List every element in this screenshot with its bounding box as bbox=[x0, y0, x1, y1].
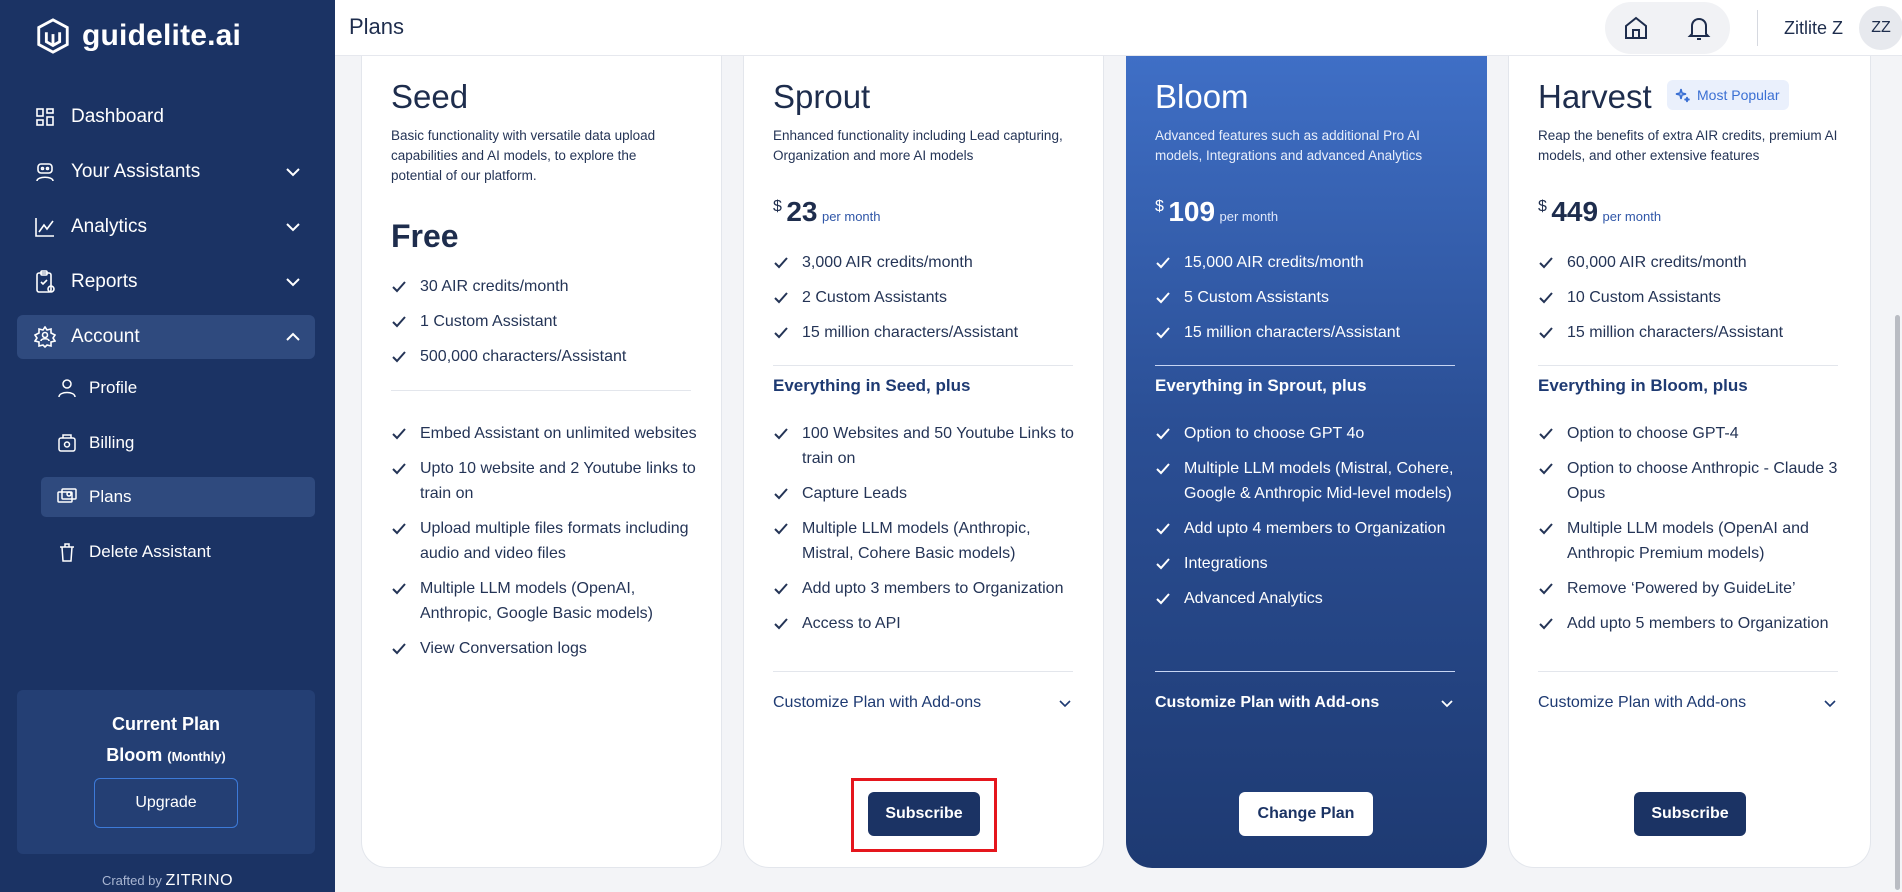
feature-item bbox=[1538, 320, 1848, 345]
feature-text: Capture Leads bbox=[802, 485, 907, 502]
feature-item bbox=[1538, 250, 1848, 275]
plan-card-sprout bbox=[743, 56, 1104, 868]
check-icon bbox=[773, 285, 802, 310]
plus-heading: Everything in Bloom, plus bbox=[1538, 376, 1748, 395]
chevron-down-icon bbox=[283, 272, 303, 292]
feature-item bbox=[1538, 516, 1848, 566]
base-features bbox=[773, 250, 1083, 355]
check-icon bbox=[773, 576, 802, 601]
subscribe-button[interactable]: Subscribe bbox=[1634, 792, 1746, 836]
check-icon bbox=[391, 309, 420, 334]
report-icon bbox=[33, 270, 57, 294]
feature-item bbox=[1155, 421, 1465, 446]
check-icon bbox=[773, 421, 802, 446]
sidebar-item-label: Plans bbox=[89, 487, 132, 506]
logo[interactable] bbox=[34, 16, 241, 56]
feature-item bbox=[391, 309, 701, 334]
feature-text: Remove ‘Powered by GuideLite’ bbox=[1567, 580, 1796, 597]
feature-item bbox=[773, 611, 1083, 636]
feature-text: Option to choose GPT 4o bbox=[1184, 425, 1365, 442]
feature-item bbox=[773, 516, 1083, 566]
sidebar-item-plans[interactable] bbox=[41, 477, 315, 517]
sidebar-item-your-assistants[interactable] bbox=[17, 150, 315, 194]
crafted-by bbox=[0, 872, 335, 890]
chevron-down-icon bbox=[1439, 695, 1455, 711]
sidebar-item-account[interactable] bbox=[17, 315, 315, 359]
feature-text: Add upto 5 members to Organization bbox=[1567, 615, 1829, 632]
price-currency: $ bbox=[1155, 198, 1164, 215]
check-icon bbox=[391, 576, 420, 601]
check-icon bbox=[773, 250, 802, 275]
scrollbar[interactable] bbox=[1895, 315, 1900, 890]
price-period: per month bbox=[1602, 209, 1662, 224]
check-icon bbox=[1538, 285, 1567, 310]
feature-text: 30 AIR credits/month bbox=[420, 278, 569, 295]
sidebar-item-label: Dashboard bbox=[71, 106, 164, 127]
current-plan-value: Bloom bbox=[106, 745, 163, 765]
divider bbox=[1155, 365, 1455, 366]
sparkle-icon bbox=[1675, 87, 1691, 103]
addons-toggle[interactable] bbox=[1538, 694, 1838, 712]
feature-item bbox=[1155, 320, 1465, 345]
profile-icon bbox=[57, 378, 77, 398]
price-amount: 23 bbox=[786, 196, 818, 227]
avatar[interactable]: ZZ bbox=[1859, 6, 1902, 50]
check-icon bbox=[1155, 586, 1184, 611]
extra-features bbox=[391, 421, 701, 671]
check-icon bbox=[1155, 551, 1184, 576]
dashboard-icon bbox=[33, 105, 57, 129]
current-plan-title: Current Plan bbox=[111, 714, 221, 734]
check-icon bbox=[1538, 320, 1567, 345]
crafted-by-brand: ZITRINO bbox=[165, 872, 234, 889]
feature-item bbox=[1155, 516, 1465, 541]
check-icon bbox=[1538, 516, 1567, 541]
check-icon bbox=[1155, 250, 1184, 275]
robot-icon bbox=[33, 160, 57, 184]
plan-price: Free bbox=[391, 218, 459, 254]
divider bbox=[1155, 671, 1455, 672]
bell-icon[interactable] bbox=[1685, 14, 1713, 42]
sidebar bbox=[0, 0, 335, 892]
crafted-by-label: Crafted by bbox=[101, 873, 162, 888]
top-icon-group bbox=[1605, 2, 1730, 54]
check-icon bbox=[1538, 421, 1567, 446]
check-icon bbox=[773, 320, 802, 345]
sidebar-item-profile[interactable] bbox=[41, 368, 315, 408]
badge-label: Most Popular bbox=[1697, 87, 1780, 103]
check-icon bbox=[1538, 456, 1567, 481]
sidebar-item-label: Billing bbox=[89, 433, 135, 452]
feature-item bbox=[773, 320, 1083, 345]
feature-text: Multiple LLM models (OpenAI, Anthropic, Google Basic models) bbox=[420, 580, 653, 622]
feature-item bbox=[391, 421, 701, 446]
feature-item bbox=[773, 421, 1083, 471]
check-icon bbox=[773, 516, 802, 541]
sidebar-item-billing[interactable] bbox=[41, 423, 315, 463]
check-icon bbox=[773, 481, 802, 506]
page-title: Plans bbox=[349, 14, 405, 39]
feature-text: View Conversation logs bbox=[420, 640, 587, 657]
brand-name: guidelite.ai bbox=[82, 19, 242, 52]
feature-text: 15,000 AIR credits/month bbox=[1184, 254, 1364, 271]
plus-heading: Everything in Seed, plus bbox=[773, 376, 971, 395]
plan-name: Bloom bbox=[1155, 78, 1249, 115]
price-amount: 449 bbox=[1551, 196, 1599, 227]
check-icon bbox=[1538, 576, 1567, 601]
plans-icon bbox=[57, 487, 77, 507]
chevron-down-icon bbox=[283, 162, 303, 182]
feature-item bbox=[1155, 285, 1465, 310]
feature-text: 15 million characters/Assistant bbox=[1567, 324, 1784, 341]
check-icon bbox=[1538, 250, 1567, 275]
price-currency: $ bbox=[1538, 198, 1547, 215]
check-icon bbox=[391, 421, 420, 446]
feature-item bbox=[1155, 456, 1465, 506]
feature-item bbox=[773, 481, 1083, 506]
chevron-down-icon bbox=[283, 217, 303, 237]
addons-label: Customize Plan with Add-ons bbox=[1155, 694, 1380, 711]
feature-text: 15 million characters/Assistant bbox=[1184, 324, 1401, 341]
addons-toggle[interactable] bbox=[773, 694, 1073, 712]
plan-name: Harvest bbox=[1538, 78, 1652, 115]
plan-price bbox=[1155, 196, 1278, 228]
feature-item bbox=[773, 250, 1083, 275]
feature-text: 1 Custom Assistant bbox=[420, 313, 557, 330]
sidebar-item-delete-assistant[interactable] bbox=[41, 532, 315, 572]
addons-toggle[interactable] bbox=[1155, 694, 1455, 712]
feature-item bbox=[1155, 250, 1465, 275]
plan-price bbox=[773, 196, 881, 228]
upgrade-button[interactable]: Upgrade bbox=[94, 778, 238, 828]
most-popular-badge bbox=[1667, 80, 1789, 110]
feature-text: Upto 10 website and 2 Youtube links to train on bbox=[420, 460, 696, 502]
check-icon bbox=[391, 344, 420, 369]
feature-text: Access to API bbox=[802, 615, 901, 632]
divider bbox=[1538, 365, 1838, 366]
check-icon bbox=[391, 274, 420, 299]
feature-item bbox=[1538, 576, 1848, 601]
feature-item bbox=[391, 576, 701, 626]
feature-text: Multiple LLM models (Mistral, Cohere, Google & Anthropic Mid-level models) bbox=[1184, 460, 1454, 502]
sidebar-item-analytics[interactable] bbox=[17, 205, 315, 249]
check-icon bbox=[391, 636, 420, 661]
extra-features bbox=[773, 421, 1083, 646]
plan-description: Reap the benefits of extra AIR credits, premium AI models, and other extensive features bbox=[1538, 128, 1838, 163]
chevron-down-icon bbox=[1822, 695, 1838, 711]
base-features bbox=[1155, 250, 1465, 355]
feature-text: 60,000 AIR credits/month bbox=[1567, 254, 1747, 271]
check-icon bbox=[1155, 320, 1184, 345]
feature-item bbox=[391, 456, 701, 506]
sidebar-item-label: Reports bbox=[71, 271, 138, 292]
addons-label: Customize Plan with Add-ons bbox=[773, 694, 982, 711]
user-name[interactable]: Zitlite Z bbox=[1784, 18, 1844, 38]
feature-item bbox=[391, 516, 701, 566]
billing-icon bbox=[57, 433, 77, 453]
check-icon bbox=[1155, 456, 1184, 481]
sidebar-item-label: Your Assistants bbox=[71, 161, 201, 182]
feature-item bbox=[391, 274, 701, 299]
change-plan-button[interactable]: Change Plan bbox=[1239, 792, 1373, 836]
feature-text: Add upto 4 members to Organization bbox=[1184, 520, 1446, 537]
sidebar-item-label: Account bbox=[71, 326, 140, 347]
feature-item bbox=[1538, 421, 1848, 446]
subscribe-button[interactable]: Subscribe bbox=[868, 792, 980, 836]
feature-item bbox=[1538, 285, 1848, 310]
current-plan-card bbox=[17, 690, 315, 854]
price-amount: 109 bbox=[1168, 196, 1216, 227]
plan-name: Sprout bbox=[773, 78, 871, 115]
account-gear-icon bbox=[33, 325, 57, 349]
check-icon bbox=[1155, 421, 1184, 446]
divider bbox=[391, 390, 691, 391]
price-currency: $ bbox=[773, 198, 782, 215]
feature-item bbox=[391, 344, 701, 369]
feature-text: Option to choose Anthropic - Claude 3 Opus bbox=[1567, 460, 1838, 502]
sidebar-item-label: Profile bbox=[89, 378, 138, 397]
current-plan-name bbox=[17, 745, 315, 766]
price-period: per month bbox=[821, 209, 881, 224]
check-icon bbox=[773, 611, 802, 636]
plan-card-bloom bbox=[1126, 56, 1487, 868]
sidebar-item-dashboard[interactable] bbox=[17, 95, 315, 139]
feature-item bbox=[1538, 611, 1848, 636]
feature-text: Embed Assistant on unlimited websites bbox=[420, 425, 697, 442]
plan-card-harvest bbox=[1508, 56, 1871, 868]
sidebar-item-label: Delete Assistant bbox=[89, 542, 211, 561]
extra-features bbox=[1538, 421, 1848, 646]
feature-text: 2 Custom Assistants bbox=[802, 289, 947, 306]
chevron-up-icon bbox=[283, 327, 303, 347]
base-features bbox=[1538, 250, 1848, 355]
check-icon bbox=[391, 516, 420, 541]
feature-text: Integrations bbox=[1184, 555, 1268, 572]
check-icon bbox=[1155, 516, 1184, 541]
home-icon[interactable] bbox=[1622, 14, 1650, 42]
divider bbox=[1538, 671, 1838, 672]
trash-icon bbox=[57, 542, 77, 562]
feature-text: 5 Custom Assistants bbox=[1184, 289, 1329, 306]
extra-features bbox=[1155, 421, 1465, 621]
feature-text: 3,000 AIR credits/month bbox=[802, 254, 973, 271]
divider bbox=[773, 365, 1073, 366]
plan-card-seed bbox=[361, 56, 722, 868]
check-icon bbox=[1538, 611, 1567, 636]
price-period: per month bbox=[1219, 209, 1279, 224]
plan-description: Enhanced functionality including Lead capturing, Organization and more AI models bbox=[773, 128, 1063, 163]
sidebar-item-reports[interactable] bbox=[17, 260, 315, 304]
feature-text: Upload multiple files formats including audio and video files bbox=[420, 520, 689, 562]
divider bbox=[773, 671, 1073, 672]
check-icon bbox=[391, 456, 420, 481]
feature-text: Multiple LLM models (OpenAI and Anthropic Premium models) bbox=[1567, 520, 1809, 562]
feature-text: Multiple LLM models (Anthropic, Mistral, Cohere Basic models) bbox=[802, 520, 1031, 562]
plan-name: Seed bbox=[391, 78, 469, 115]
feature-text: Advanced Analytics bbox=[1184, 590, 1323, 607]
plus-heading: Everything in Sprout, plus bbox=[1155, 376, 1367, 395]
feature-text: 10 Custom Assistants bbox=[1567, 289, 1721, 306]
divider bbox=[1757, 10, 1758, 46]
feature-item bbox=[773, 576, 1083, 601]
feature-item bbox=[1155, 551, 1465, 576]
feature-item bbox=[1155, 586, 1465, 611]
feature-text: 15 million characters/Assistant bbox=[802, 324, 1019, 341]
feature-text: Add upto 3 members to Organization bbox=[802, 580, 1064, 597]
logo-icon bbox=[34, 16, 72, 56]
plan-description: Advanced features such as additional Pro AI models, Integrations and advanced Analytics bbox=[1155, 128, 1423, 163]
feature-item bbox=[1538, 456, 1848, 506]
current-plan-cycle: (Monthly) bbox=[167, 749, 226, 764]
plan-description: Basic functionality with versatile data upload capabilities and AI models, to explore the potential of our platform. bbox=[391, 128, 656, 183]
addons-label: Customize Plan with Add-ons bbox=[1538, 694, 1747, 711]
analytics-icon bbox=[33, 215, 57, 239]
feature-text: 500,000 characters/Assistant bbox=[420, 348, 627, 365]
sidebar-nav bbox=[17, 95, 315, 370]
sidebar-item-label: Analytics bbox=[71, 216, 148, 237]
feature-item bbox=[391, 636, 701, 661]
base-features bbox=[391, 274, 701, 379]
selection-highlight bbox=[851, 778, 997, 852]
feature-text: Option to choose GPT-4 bbox=[1567, 425, 1739, 442]
chevron-down-icon bbox=[1057, 695, 1073, 711]
top-bar bbox=[335, 0, 1902, 56]
feature-text: 100 Websites and 50 Youtube Links to train on bbox=[802, 425, 1074, 467]
feature-item bbox=[773, 285, 1083, 310]
check-icon bbox=[1155, 285, 1184, 310]
plan-price bbox=[1538, 196, 1661, 228]
